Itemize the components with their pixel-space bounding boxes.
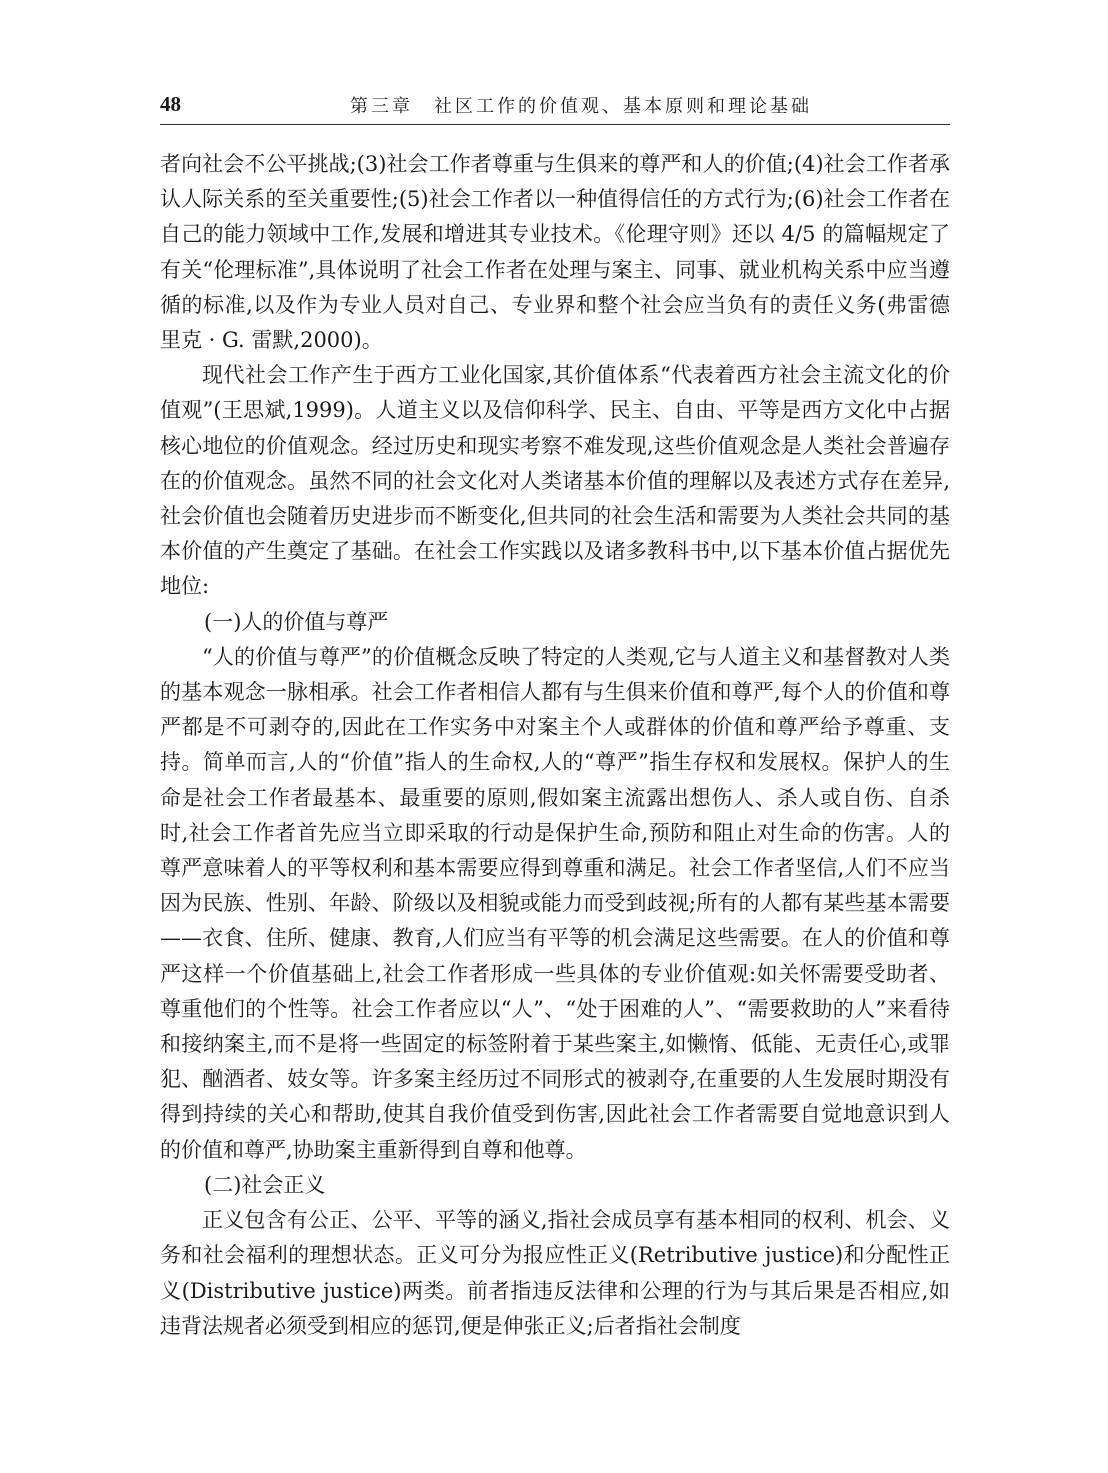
section-heading-2: (二)社会正义	[204, 1172, 326, 1197]
paragraph-4: 正义包含有公正、公平、平等的涵义,指社会成员享有基本相同的权利、机会、义务和社会福利的理想状态。正义可分为报应性正义(Retributive justice)和分配性正义(Distributive justice)两类。前者指违反法律和公理的行为与其后果是否相应,如违背法规者必须受到相应的惩罚,便是伸张正义;后者指社会制度	[160, 1208, 950, 1338]
chapter-title: 第三章 社区工作的价值观、基本原则和理论基础	[350, 96, 812, 117]
paragraph-2: 现代社会工作产生于西方工业化国家,其价值体系“代表着西方社会主流文化的价值观”(王思斌,1999)。人道主义以及信仰科学、民主、自由、平等是西方文化中占据核心地位的价值观念。经过历史和现实考察不难发现,这些价值观念是人类社会普遍存在的价值观念。虽然不同的社会文化对人类诸基本价值的理解以及表述方式存在差异,社会价值也会随着历史进步而不断变化,但共同的社会生活和需要为人类社会共同的基本价值的产生奠定了基础。在社会工作实践以及诸多教科书中,以下基本价值占据优先地位:	[160, 363, 950, 599]
body-text	[160, 147, 950, 1344]
page-number: 48	[160, 92, 181, 116]
page-header	[160, 88, 950, 125]
paragraph-3: “人的价值与尊严”的价值概念反映了特定的人类观,它与人道主义和基督教对人类的基本观念一脉相承。社会工作者相信人都有与生俱来价值和尊严,每个人的价值和尊严都是不可剥夺的,因此在工作实务中对案主个人或群体的价值和尊严给予尊重、支持。简单而言,人的“价值”指人的生命权,人的“尊严”指生存权和发展权。保护人的生命是社会工作者最基本、最重要的原则,假如案主流露出想伤人、杀人或自伤、自杀时,社会工作者首先应当立即采取的行动是保护生命,预防和阻止对生命的伤害。人的尊严意味着人的平等权利和基本需要应得到尊重和满足。社会工作者坚信,人们不应当因为民族、性别、年龄、阶级以及相貌或能力而受到歧视;所有的人都有某些基本需要——衣食、住所、健康、教育,人们应当有平等的机会满足这些需要。在人的价值和尊严这样一个价值基础上,社会工作者形成一些具体的专业价值观:如关怀需要受助者、尊重他们的个性等。社会工作者应以“人”、“处于困难的人”、“需要救助的人”来看待和接纳案主,而不是将一些固定的标签附着于某些案主,如懒惰、低能、无责任心,或罪犯、酗酒者、妓女等。许多案主经历过不同形式的被剥夺,在重要的人生发展时期没有得到持续的关心和帮助,使其自我价值受到伤害,因此社会工作者需要自觉地意识到人的价值和尊严,协助案主重新得到自尊和他尊。	[160, 644, 950, 1162]
paragraph-1: 者向社会不公平挑战;(3)社会工作者尊重与生俱来的尊严和人的价值;(4)社会工作者承认人际关系的至关重要性;(5)社会工作者以一种值得信任的方式行为;(6)社会工作者在自己的能力领域中工作,发展和增进其专业技术。《伦理守则》还以 4/5 的篇幅规定了有关“伦理标准”,具体说明了社会工作者在处理与案主、同事、就业机构关系中应当遵循的标准,以及作为专业人员对自己、专业界和整个社会应当负有的责任义务(弗雷德里克 · G. 雷默,2000)。	[160, 152, 950, 353]
section-heading-1: (一)人的价值与尊严	[204, 609, 389, 634]
